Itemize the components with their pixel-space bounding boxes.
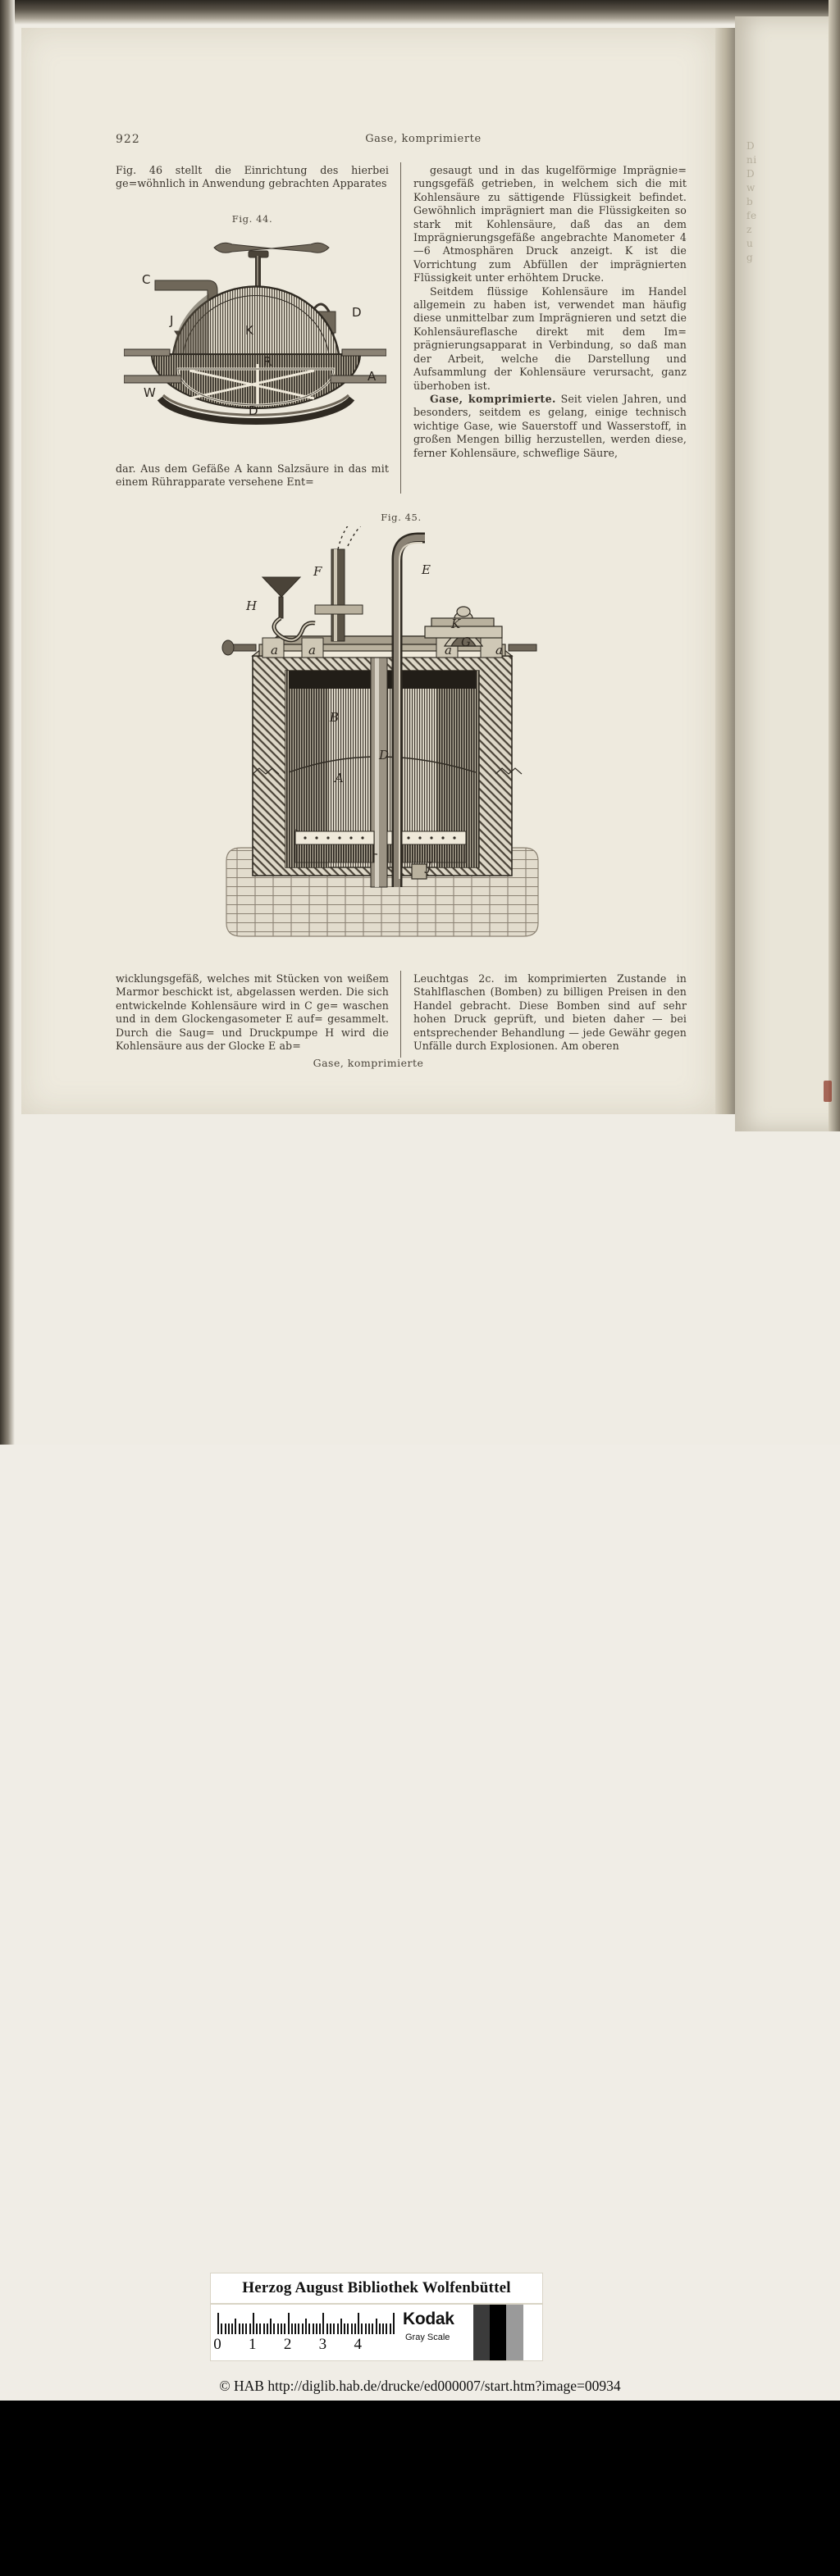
- ruler-tick: [358, 2313, 359, 2334]
- ruler-tick: [291, 2323, 293, 2334]
- ruler-tick: [351, 2323, 353, 2334]
- scan-furniture: [0, 1131, 840, 2394]
- right-column-bottom-text: Leuchtgas 2c. im komprimierten Zustande in Stahlflaschen (Bomben) zu billigen Preisen in den Handel gebracht. Diese Bomben sind auf sehr hohen Druck geprüft, und bieten daher — bei entsprechender Behandlung — jede Gewähr gegen Unfälle durch Explosionen. Am oberen: [413, 972, 687, 1053]
- ruler-tick: [263, 2323, 265, 2334]
- ruler-tick: [344, 2323, 345, 2334]
- ruler-tick: [225, 2323, 226, 2334]
- ruler-tick: [347, 2323, 349, 2334]
- patch-mid: [506, 2305, 523, 2360]
- running-head: Gase, komprimierte: [365, 133, 482, 145]
- fig45-label-H: H: [246, 598, 258, 613]
- ruler-tick: [256, 2323, 258, 2334]
- fig44-label-C: C: [142, 272, 151, 287]
- ruler-tick: [239, 2323, 240, 2334]
- column-rule-bottom: [400, 971, 401, 1058]
- ruler-tick: [259, 2323, 261, 2334]
- page-number: 922: [116, 133, 140, 146]
- fig45-label-J: J: [427, 859, 432, 874]
- ruler-tick: [298, 2323, 299, 2334]
- ruler-tick: [354, 2323, 356, 2334]
- fig45-label-A: A: [335, 771, 344, 785]
- ruler-number: 4: [354, 2336, 362, 2353]
- ruler-tick: [288, 2313, 290, 2334]
- ruler-tick: [270, 2319, 272, 2334]
- right-paragraph-1: gesaugt und in das kugelförmige Imprägnie= rungsgefäß getrieben, in welchem sich die mit Kohlensäure zu sättigende Flüssigkeit befindet. Gewöhnlich imprägniert man die Flüssigkeiten so stark mit Kohlensäure, daß das an dem Imprägnierungsgefäße angebrachte Manometer 4—6 Atmosphären Druck anzeigt. K ist die Vorrichtung zum Abfüllen der imprägnierten Flüssigkeit unter erhöhtem Drucke.: [413, 164, 687, 284]
- figure-45-illustration: [210, 526, 555, 953]
- fig45-label-a4: a: [495, 643, 503, 658]
- left-column-intro: [116, 164, 389, 191]
- ruler-tick: [267, 2323, 268, 2334]
- ruler-number: 3: [318, 2336, 327, 2353]
- patch-black: [490, 2305, 506, 2360]
- book-edge: [829, 0, 840, 1148]
- ruler-tick: [333, 2323, 335, 2334]
- fig45-label-E: E: [422, 562, 431, 577]
- facing-page-ghost-text: D ni D w b fe z u g: [746, 140, 757, 263]
- ruler-numbers: [211, 2336, 399, 2357]
- right-column-top: [413, 164, 687, 460]
- fig45-label-G: G: [461, 635, 471, 649]
- figure-45-caption: Fig. 45.: [381, 512, 422, 523]
- kodak-label: [399, 2305, 473, 2360]
- ruler-tick: [322, 2313, 324, 2334]
- facing-page: [735, 16, 840, 1131]
- ruler-tick: [284, 2323, 285, 2334]
- right-paragraph-2: Seitdem flüssige Kohlensäure im Handel allgemein zu haben ist, verwendet man häufig diese unmittelbar zum Imprägnieren und setzt die Kohlensäureflasche direkt mit dem Im= prägnierungsapparat in Verbindung, so daß man der Arbeit, welche die Darstellung und Aufsammlung der Kohlensäure verursacht, ganz überhoben ist.: [413, 284, 687, 392]
- calibration-bar: [210, 2304, 543, 2361]
- ruler-tick: [228, 2323, 230, 2334]
- ruler-tick: [319, 2323, 321, 2334]
- entry-headword: Gase, komprimierte.: [430, 392, 556, 405]
- ruler-tick: [361, 2323, 363, 2334]
- ruler-tick: [242, 2323, 244, 2334]
- ruler-tick: [281, 2323, 282, 2334]
- ruler-tick: [372, 2323, 373, 2334]
- left-column-bottom-text: wicklungsgefäß, welches mit Stücken von weißem Marmor beschickt ist, abgelassen werden. Die sich entwickelnde Kohlensäure wird in C ge= waschen und in dem Glockengasometer E auf= gesammelt. Durch die Saug= und Druckpumpe H wird die Kohlensäure aus der Glocke E ab=: [116, 972, 389, 1053]
- ruler-tick: [368, 2323, 370, 2334]
- ruler: [211, 2305, 399, 2360]
- left-column-intro-text: Fig. 46 stellt die Einrichtung des hierbei ge=wöhnlich in Anwendung gebrachten Apparates: [116, 164, 389, 190]
- ruler-tick: [365, 2323, 367, 2334]
- ruler-tick: [379, 2323, 381, 2334]
- kodak-brand: Kodak: [403, 2310, 454, 2328]
- fig44-label-A: A: [368, 369, 377, 384]
- ruler-tick: [393, 2313, 395, 2334]
- ruler-number: 0: [213, 2336, 221, 2353]
- fig45-label-a2: a: [308, 643, 316, 658]
- figure-44-caption: Fig. 44.: [231, 213, 273, 225]
- ruler-tick: [277, 2323, 279, 2334]
- ruler-tick: [382, 2323, 384, 2334]
- ruler-number: 2: [283, 2336, 292, 2353]
- ruler-ticks: [217, 2311, 393, 2334]
- ruler-tick: [245, 2323, 247, 2334]
- ruler-tick: [337, 2323, 339, 2334]
- scan-credit: © HAB http://diglib.hab.de/drucke/ed000007/start.htm?image=00934: [219, 2378, 621, 2394]
- library-stamp: [210, 2273, 543, 2304]
- ruler-tick: [330, 2323, 331, 2334]
- book-page: [21, 28, 715, 1114]
- entry-body: Seit vielen Jahren, und besonders, seitdem es gelang, einige technisch wichtige Gase, wie Sauerstoff und Wasserstoff, in großen Mengen billig herzustellen, werden diese, ferner Kohlensäure, schweflige Säure,: [413, 392, 687, 459]
- fig44-label-D-bottom: D: [249, 403, 258, 418]
- patch-white: [523, 2305, 541, 2360]
- column-rule-top: [400, 162, 401, 251]
- ruler-tick: [302, 2323, 304, 2334]
- black-band: [0, 2401, 840, 2576]
- ruler-tick: [386, 2323, 387, 2334]
- left-column-after-fig44-text: dar. Aus dem Gefäße A kann Salzsäure in das mit einem Rührapparate versehene Ent=: [116, 462, 389, 489]
- red-edge-mark: [824, 1081, 832, 1102]
- ruler-tick: [231, 2323, 233, 2334]
- foot-running-head: Gase, komprimierte: [313, 1057, 424, 1069]
- fig45-label-a1: a: [271, 643, 278, 658]
- ruler-tick: [221, 2323, 222, 2334]
- ruler-tick: [305, 2319, 307, 2334]
- fig45-label-a3: a: [445, 643, 452, 658]
- gray-scale-patches: [473, 2305, 541, 2360]
- book-gutter: [715, 28, 735, 1114]
- right-column-bottom: [413, 972, 687, 1053]
- kodak-subtitle: Gray Scale: [405, 2333, 450, 2342]
- fig44-label-J: J: [170, 313, 174, 328]
- fig45-label-K: K: [451, 617, 461, 631]
- ruler-tick: [376, 2319, 377, 2334]
- fig45-label-B: B: [330, 710, 340, 725]
- ruler-tick: [326, 2323, 328, 2334]
- fig44-label-W: W: [144, 385, 156, 400]
- ruler-tick: [249, 2323, 251, 2334]
- fig44-label-K: K: [245, 323, 253, 338]
- fig44-label-R: R: [263, 354, 272, 369]
- ruler-tick: [313, 2323, 314, 2334]
- ruler-tick: [294, 2323, 296, 2334]
- ruler-tick: [308, 2323, 310, 2334]
- left-column-bottom: [116, 972, 389, 1053]
- ruler-tick: [316, 2323, 317, 2334]
- fig44-label-D-top: D: [352, 305, 362, 320]
- ruler-tick: [340, 2319, 342, 2334]
- ruler-tick: [235, 2319, 236, 2334]
- ruler-tick: [217, 2313, 219, 2334]
- ruler-tick: [273, 2323, 275, 2334]
- library-name: Herzog August Bibliothek Wolfenbüttel: [242, 2279, 511, 2296]
- ruler-number: 1: [249, 2336, 257, 2353]
- left-column-after-fig44: [116, 462, 389, 489]
- column-rule-middle: [400, 251, 401, 494]
- fig45-label-F: F: [313, 564, 322, 579]
- ruler-tick: [390, 2323, 391, 2334]
- ruler-tick: [253, 2313, 254, 2334]
- patch-dark: [473, 2305, 490, 2360]
- fig45-label-D: D: [379, 748, 390, 762]
- right-entry-paragraph: [413, 393, 687, 460]
- figure-44-illustration: [124, 230, 386, 451]
